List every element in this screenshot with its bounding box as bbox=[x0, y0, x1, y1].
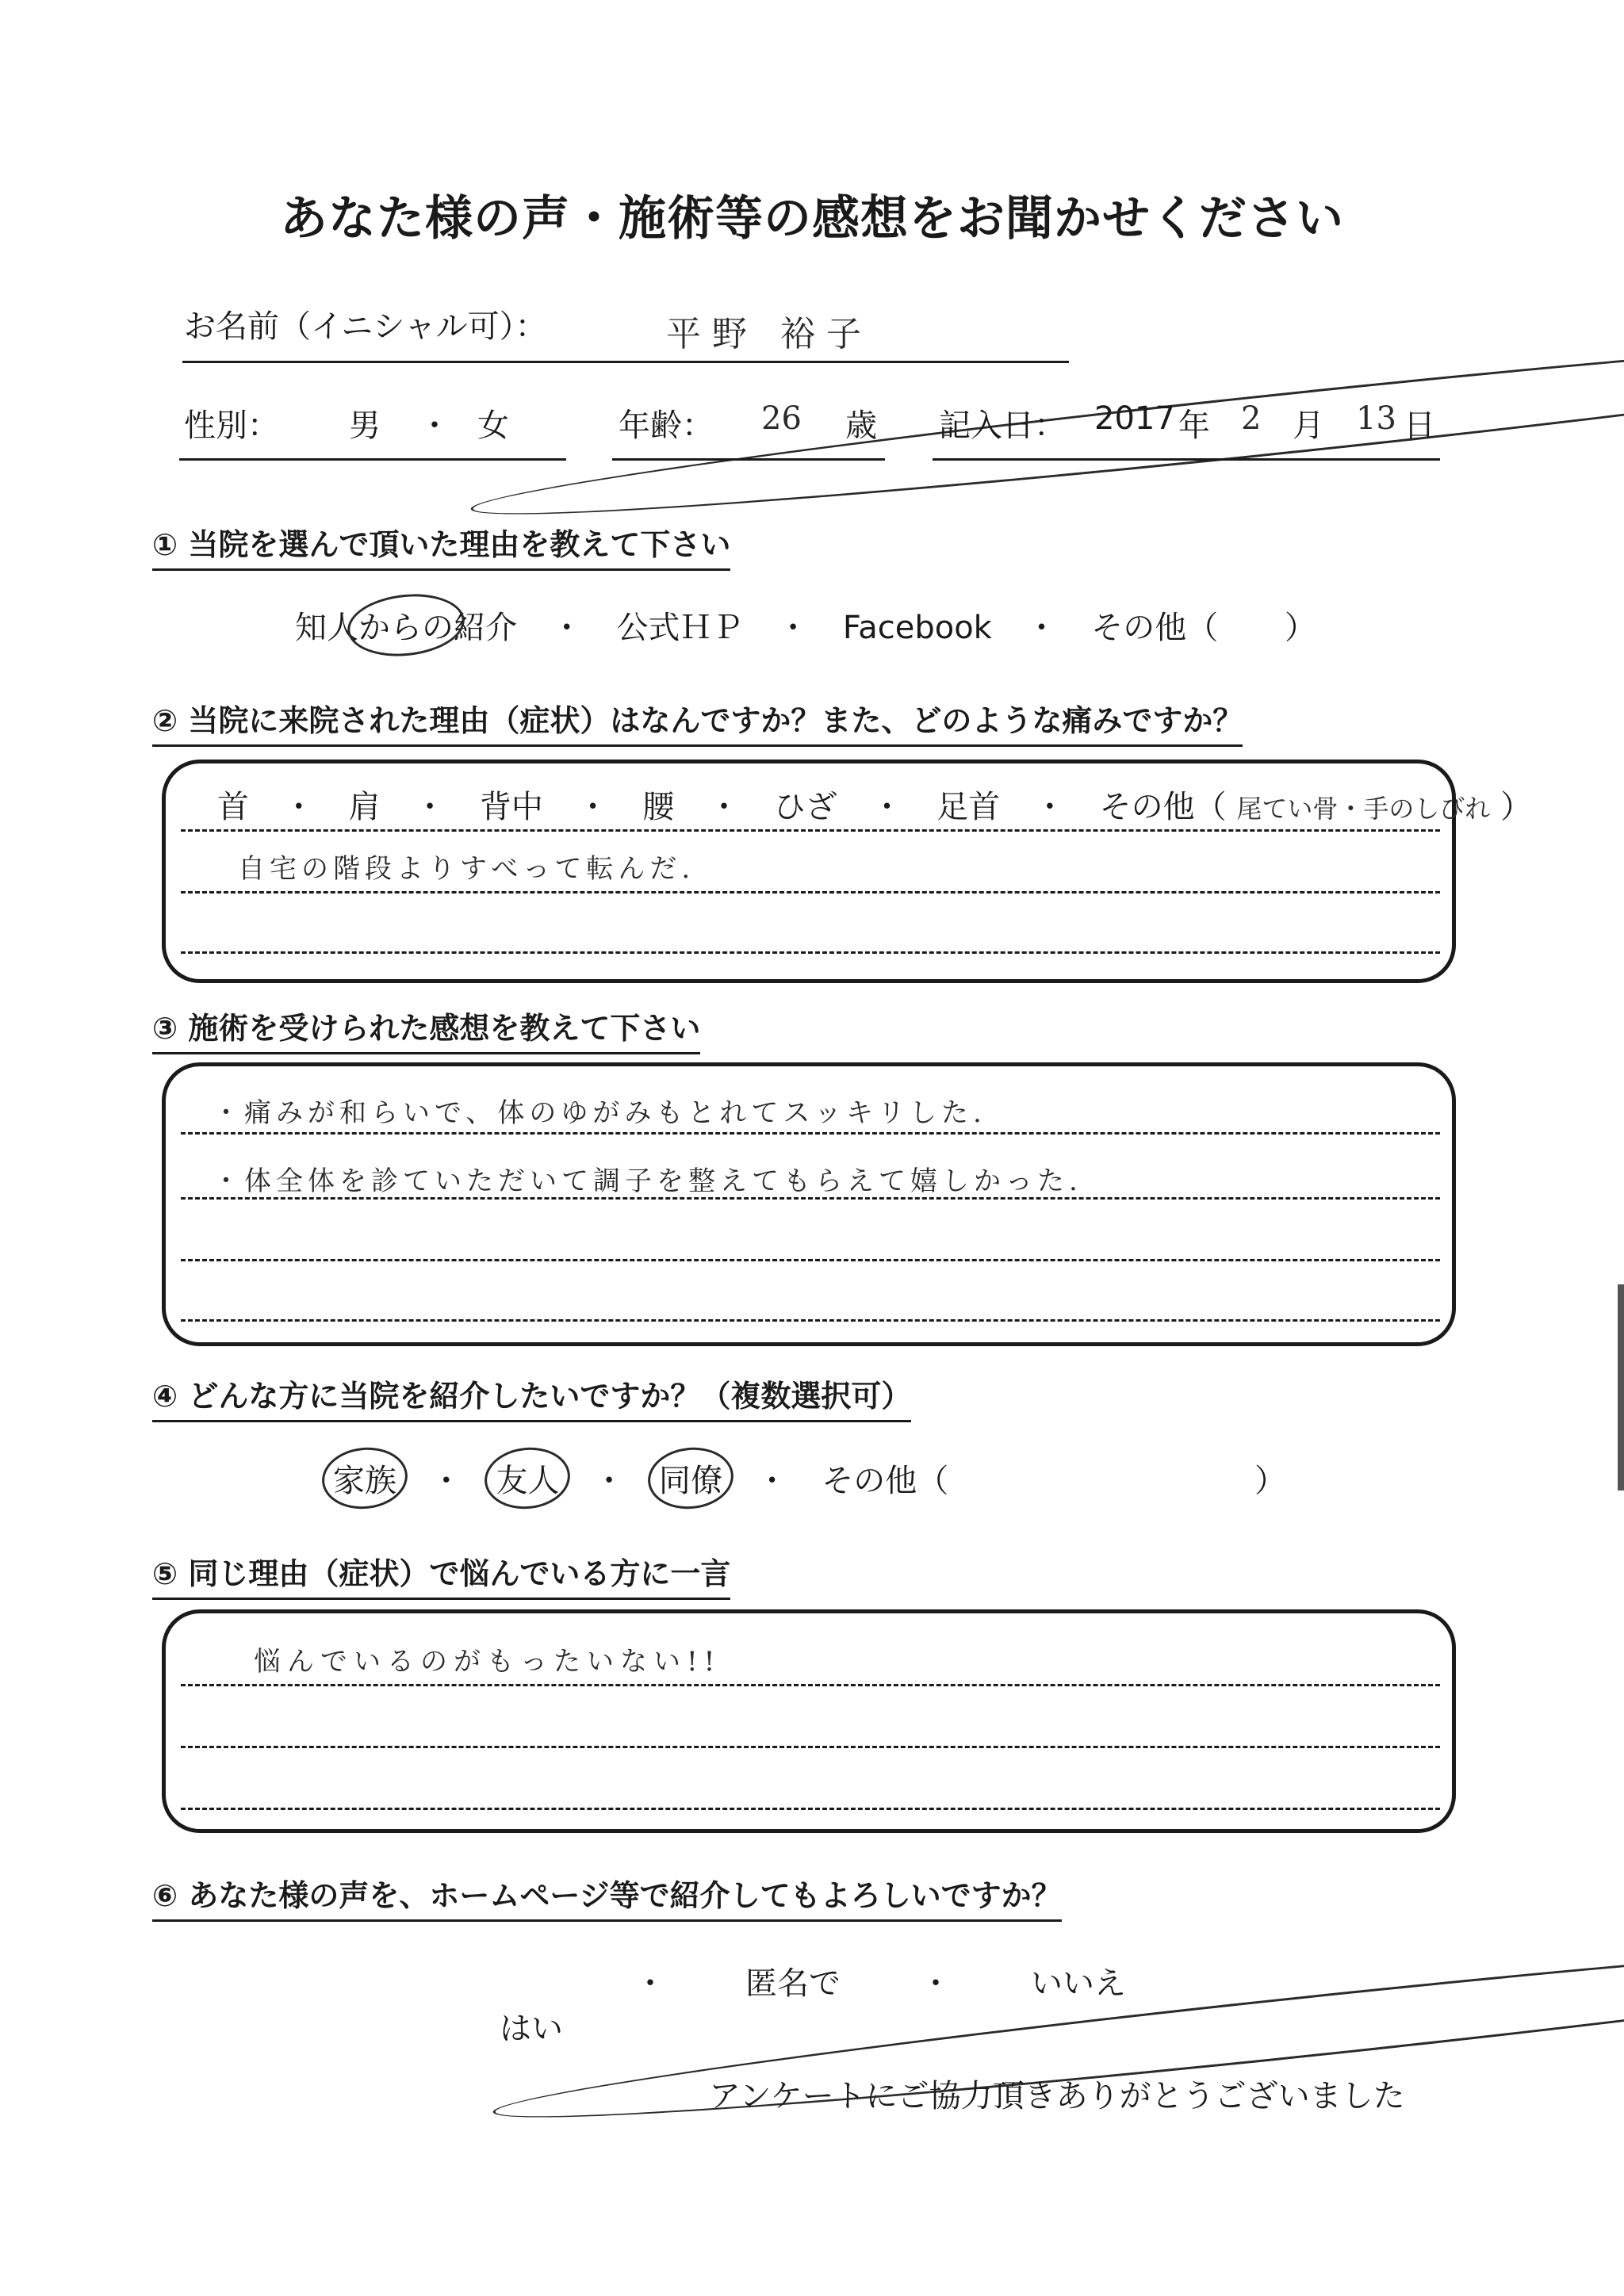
date-year: 2017 bbox=[1094, 400, 1175, 437]
q2-close-paren: ） bbox=[1500, 789, 1533, 825]
age-unit: 歳 bbox=[845, 408, 877, 444]
q1-dot: ・ bbox=[1025, 610, 1058, 646]
q3-title: ③ 施術を受けられた感想を教えて下さい bbox=[152, 1004, 700, 1054]
q2-option-neck: 首 bbox=[217, 789, 249, 825]
q6-option-yes: はい bbox=[500, 2003, 1624, 2049]
scan-edge-mark bbox=[1618, 1284, 1624, 1490]
q3-line bbox=[181, 1259, 1440, 1261]
q6-dot: ・ bbox=[920, 1965, 952, 2002]
q2-title: ② 当院に来院された理由（症状）はなんですか？また、どのような痛みですか？ bbox=[152, 696, 1243, 747]
gender-underline bbox=[179, 458, 566, 461]
q2-option-back: 背中 bbox=[479, 789, 543, 825]
thanks-message: アンケートにご協力頂きありがとうございました bbox=[709, 2078, 1405, 2114]
q2-option-lower-back: 腰 bbox=[642, 789, 675, 825]
gender-male: 男 bbox=[349, 408, 381, 444]
date-day-unit: 日 bbox=[1404, 408, 1435, 444]
q2-option-other: その他（ bbox=[1099, 789, 1227, 825]
date-year-unit: 年 bbox=[1178, 408, 1210, 444]
gender-female-selected: 女 bbox=[477, 400, 1624, 446]
q1-option-facebook: Facebook bbox=[842, 610, 992, 646]
q1-dot: ・ bbox=[777, 610, 810, 646]
date-month-unit: 月 bbox=[1293, 408, 1324, 444]
age-underline bbox=[612, 458, 885, 461]
q2-answer-line-1: 自宅の階段よりすべって転んだ. bbox=[238, 853, 695, 885]
q4-dot: ・ bbox=[756, 1463, 788, 1499]
q2-option-ankle: 足首 bbox=[936, 789, 1001, 825]
q6-title: ⑥ あなた様の声を、ホームページ等で紹介してもよろしいですか？ bbox=[152, 1871, 1062, 1922]
q4-dot: ・ bbox=[593, 1463, 626, 1499]
q2-option-knee: ひざ bbox=[773, 789, 837, 825]
q5-line bbox=[181, 1808, 1440, 1810]
q5-answer-line-1: 悩んでいるのがもったいない!! bbox=[254, 1646, 722, 1678]
q5-title: ⑤ 同じ理由（症状）で悩んでいる方に一言 bbox=[152, 1549, 730, 1600]
q2-dot: ・ bbox=[282, 789, 315, 825]
q1-option-hp: 公式ＨＰ bbox=[616, 610, 744, 646]
q3-answer-line-2: ・体全体を診ていただいて調子を整えてもらえて嬉しかった. bbox=[213, 1165, 1082, 1197]
q2-dot: ・ bbox=[1033, 789, 1066, 825]
q5-line bbox=[181, 1746, 1440, 1748]
q5-line bbox=[181, 1684, 1440, 1686]
q4-option-colleague: 同僚 bbox=[659, 1456, 722, 1501]
q1-dot: ・ bbox=[550, 610, 583, 646]
gender-separator: ・ bbox=[419, 408, 450, 444]
q2-options bbox=[217, 782, 1532, 827]
name-label: お名前（イニシャル可）： bbox=[184, 308, 547, 345]
q2-line bbox=[181, 951, 1440, 954]
q3-line bbox=[181, 1132, 1440, 1135]
page-title: あなた様の声・施術等の感想をお聞かせください bbox=[280, 191, 1344, 247]
q1-options bbox=[295, 603, 1218, 648]
q6-dot: ・ bbox=[634, 1965, 666, 2002]
q4-option-family: 家族 bbox=[333, 1456, 396, 1501]
q2-option-shoulder: 肩 bbox=[348, 789, 381, 825]
q2-dot: ・ bbox=[871, 789, 903, 825]
q2-dot: ・ bbox=[414, 789, 446, 825]
q4-option-other: その他（ bbox=[822, 1463, 949, 1499]
date-month: 2 bbox=[1241, 400, 1262, 437]
q2-line bbox=[181, 891, 1440, 894]
date-label: 記入日： bbox=[939, 408, 1066, 444]
gender-label: 性別： bbox=[184, 408, 279, 444]
q6-option-no: いいえ bbox=[1031, 1965, 1126, 2002]
q1-option-referral: 知人からの紹介 bbox=[295, 603, 517, 648]
q3-line bbox=[181, 1197, 1440, 1200]
q4-title: ④ どんな方に当院を紹介したいですか？（複数選択可） bbox=[152, 1372, 911, 1422]
q4-dot: ・ bbox=[430, 1463, 462, 1499]
q3-line bbox=[181, 1319, 1440, 1322]
name-underline bbox=[182, 361, 1069, 363]
q2-other-value: 尾てい骨・手のしびれ bbox=[1236, 794, 1491, 824]
q1-title: ① 当院を選んで頂いた理由を教えて下さい bbox=[152, 520, 730, 571]
name-value: 平野 裕子 bbox=[666, 314, 872, 354]
q6-option-anonymous: 匿名で bbox=[745, 1965, 841, 2002]
q1-option-other: その他（ bbox=[1091, 610, 1219, 646]
date-underline bbox=[933, 458, 1440, 461]
q2-dot: ・ bbox=[708, 789, 741, 825]
q1-selected-mark: からの bbox=[358, 603, 454, 648]
q4-options bbox=[333, 1456, 948, 1501]
q4-option-friend: 友人 bbox=[496, 1456, 559, 1501]
age-value: 26 bbox=[761, 400, 802, 437]
q4-close-paren: ） bbox=[1254, 1463, 1286, 1499]
q1-close-paren: ） bbox=[1285, 610, 1316, 646]
date-day: 13 bbox=[1356, 400, 1396, 437]
q3-answer-line-1: ・痛みが和らいで、体のゆがみもとれてスッキリした. bbox=[213, 1097, 986, 1129]
age-label: 年齢： bbox=[619, 408, 714, 444]
q2-line bbox=[181, 829, 1440, 832]
q2-dot: ・ bbox=[576, 789, 609, 825]
